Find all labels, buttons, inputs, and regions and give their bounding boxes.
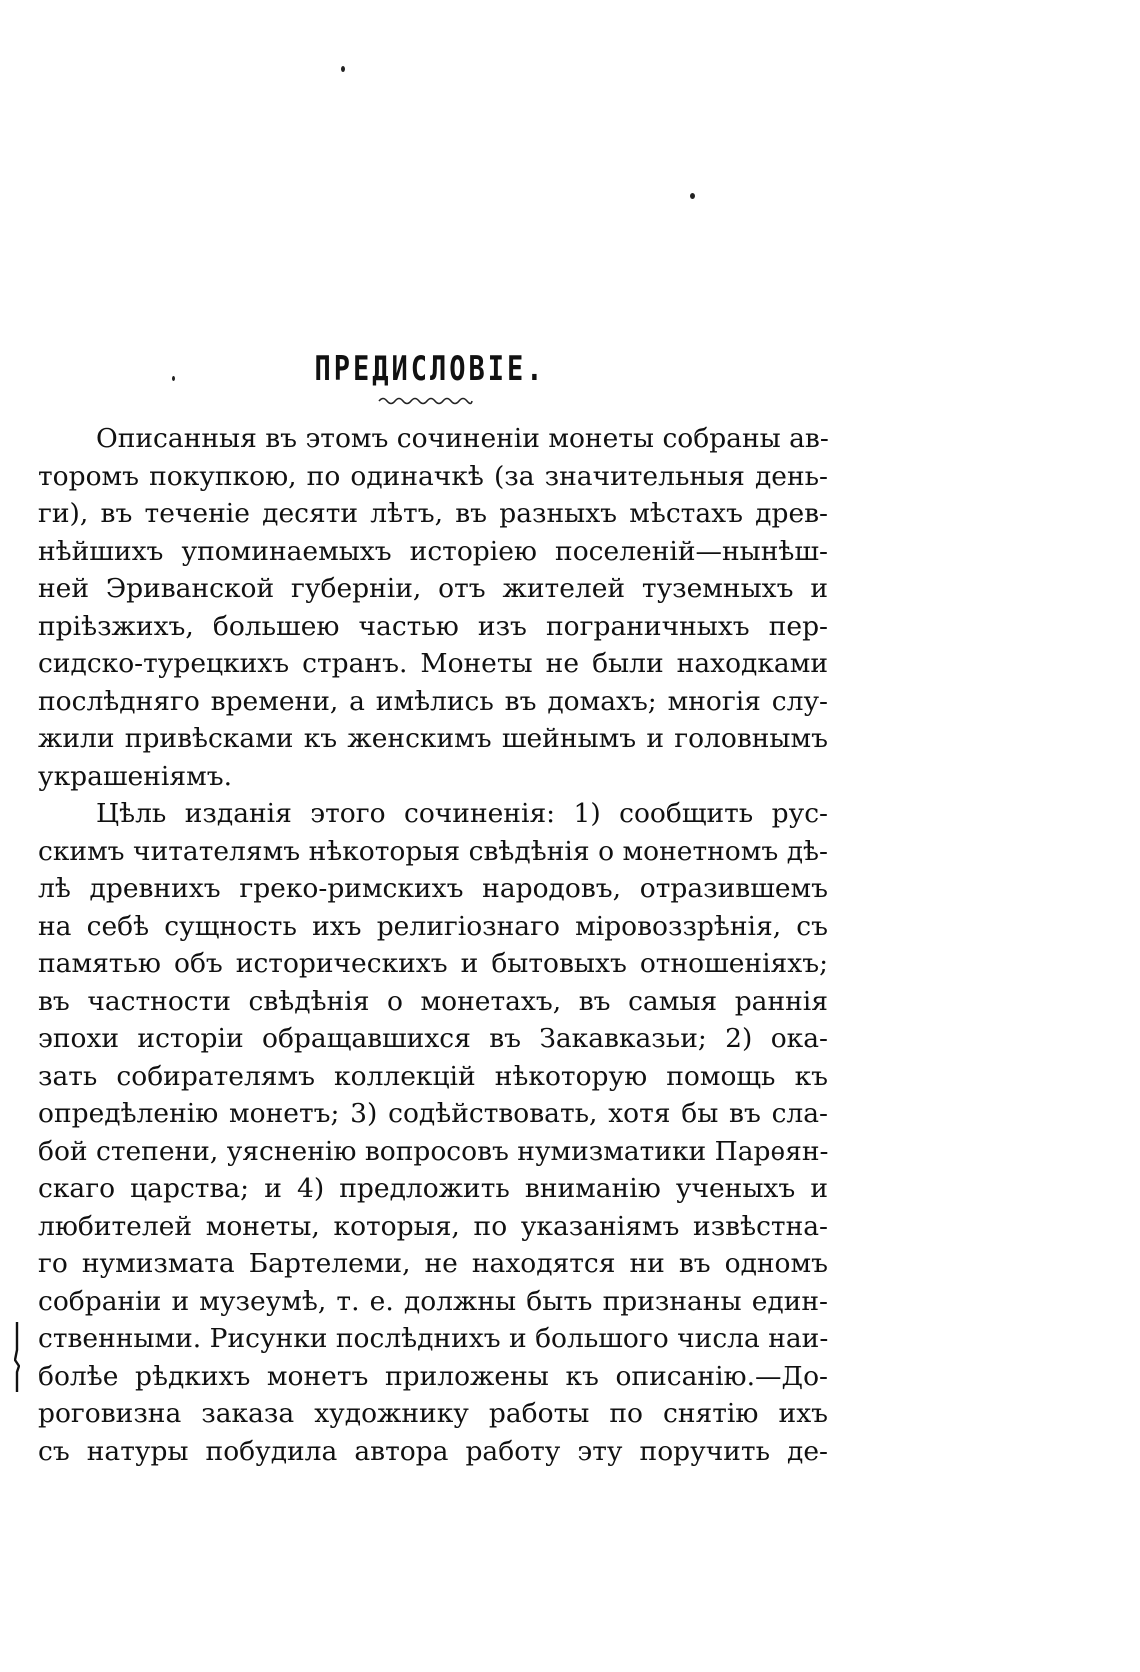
print-speck bbox=[690, 193, 695, 199]
text-line: лѣ древнихъ греко-римскихъ народовъ, отразившемъ bbox=[38, 873, 828, 904]
text-line: ственными. Рисунки послѣднихъ и большого числа наи- bbox=[38, 1323, 829, 1354]
print-speck bbox=[172, 376, 175, 381]
text-line: эпохи исторіи обращавшихся въ Закавказьи; 2) ока- bbox=[38, 1023, 828, 1054]
text-line: любителей монеты, которыя, по указаніямъ извѣстна- bbox=[38, 1210, 828, 1242]
text-line: скаго царства; и 4) предложить вниманію ученыхъ и bbox=[38, 1173, 828, 1204]
preface-text bbox=[38, 420, 828, 1470]
text-line: нѣйшихъ упоминаемыхъ исторіею поселеній—нынѣш- bbox=[38, 535, 828, 567]
text-line: го нумизмата Бартелеми, не находятся ни въ одномъ bbox=[38, 1248, 828, 1279]
text-line: опредѣленію монетъ; 3) содѣйствовать, хотя бы въ сла- bbox=[38, 1098, 828, 1129]
text-line: зать собирателямъ коллекцій нѣкоторую помощь къ bbox=[38, 1060, 828, 1092]
text-line: съ натуры побудила автора работу эту поручить де- bbox=[38, 1435, 828, 1467]
text-line: сидско-турецкихъ странъ. Монеты не были находками bbox=[38, 648, 828, 679]
text-line: Описанныя въ этомъ сочиненіи монеты собраны ав- bbox=[96, 423, 829, 454]
text-line: памятью объ историческихъ и бытовыхъ отношеніяхъ; bbox=[38, 948, 828, 979]
text-line: на себѣ сущность ихъ религіознаго міровоззрѣнія, съ bbox=[38, 910, 828, 942]
text-line: украшеніямъ. bbox=[38, 760, 232, 792]
text-line: пріѣзжихъ, большею частью изъ пограничныхъ пер- bbox=[38, 610, 828, 642]
text-line: ней Эриванской губерніи, отъ жителей туземныхъ и bbox=[38, 573, 828, 604]
text-line: собраніи и музеумѣ, т. е. должны быть признаны един- bbox=[38, 1285, 828, 1317]
text-line: ги), въ теченіе десяти лѣтъ, въ разныхъ мѣстахъ древ- bbox=[38, 498, 828, 529]
page-title: ПРЕДИСЛОВІЕ. bbox=[314, 350, 546, 389]
margin-bracket-mark bbox=[14, 1320, 20, 1395]
text-line: скимъ читателямъ нѣкоторыя свѣдѣнія о монетномъ дѣ- bbox=[38, 835, 828, 867]
text-line: жили привѣсками къ женскимъ шейнымъ и головнымъ bbox=[38, 723, 828, 754]
text-line: бой степени, уясненію вопросовъ нумизматики Парѳян- bbox=[38, 1135, 829, 1167]
paragraph bbox=[38, 795, 828, 1470]
print-speck bbox=[341, 66, 345, 72]
text-line: Цѣль изданія этого сочиненія: 1) сообщить рус- bbox=[96, 798, 828, 829]
text-line: послѣдняго времени, а имѣлись въ домахъ; многія слу- bbox=[38, 685, 828, 717]
text-line: въ частности свѣдѣнія о монетахъ, въ самыя раннія bbox=[38, 985, 828, 1017]
text-line: болѣе рѣдкихъ монетъ приложены къ описанію.—До- bbox=[38, 1360, 828, 1392]
wavy-rule-ornament bbox=[378, 395, 473, 407]
text-line: роговизна заказа художнику работы по снятію ихъ bbox=[38, 1398, 828, 1429]
text-line: торомъ покупкою, по одиначкѣ (за значительныя день- bbox=[38, 460, 828, 492]
paragraph bbox=[38, 420, 828, 795]
